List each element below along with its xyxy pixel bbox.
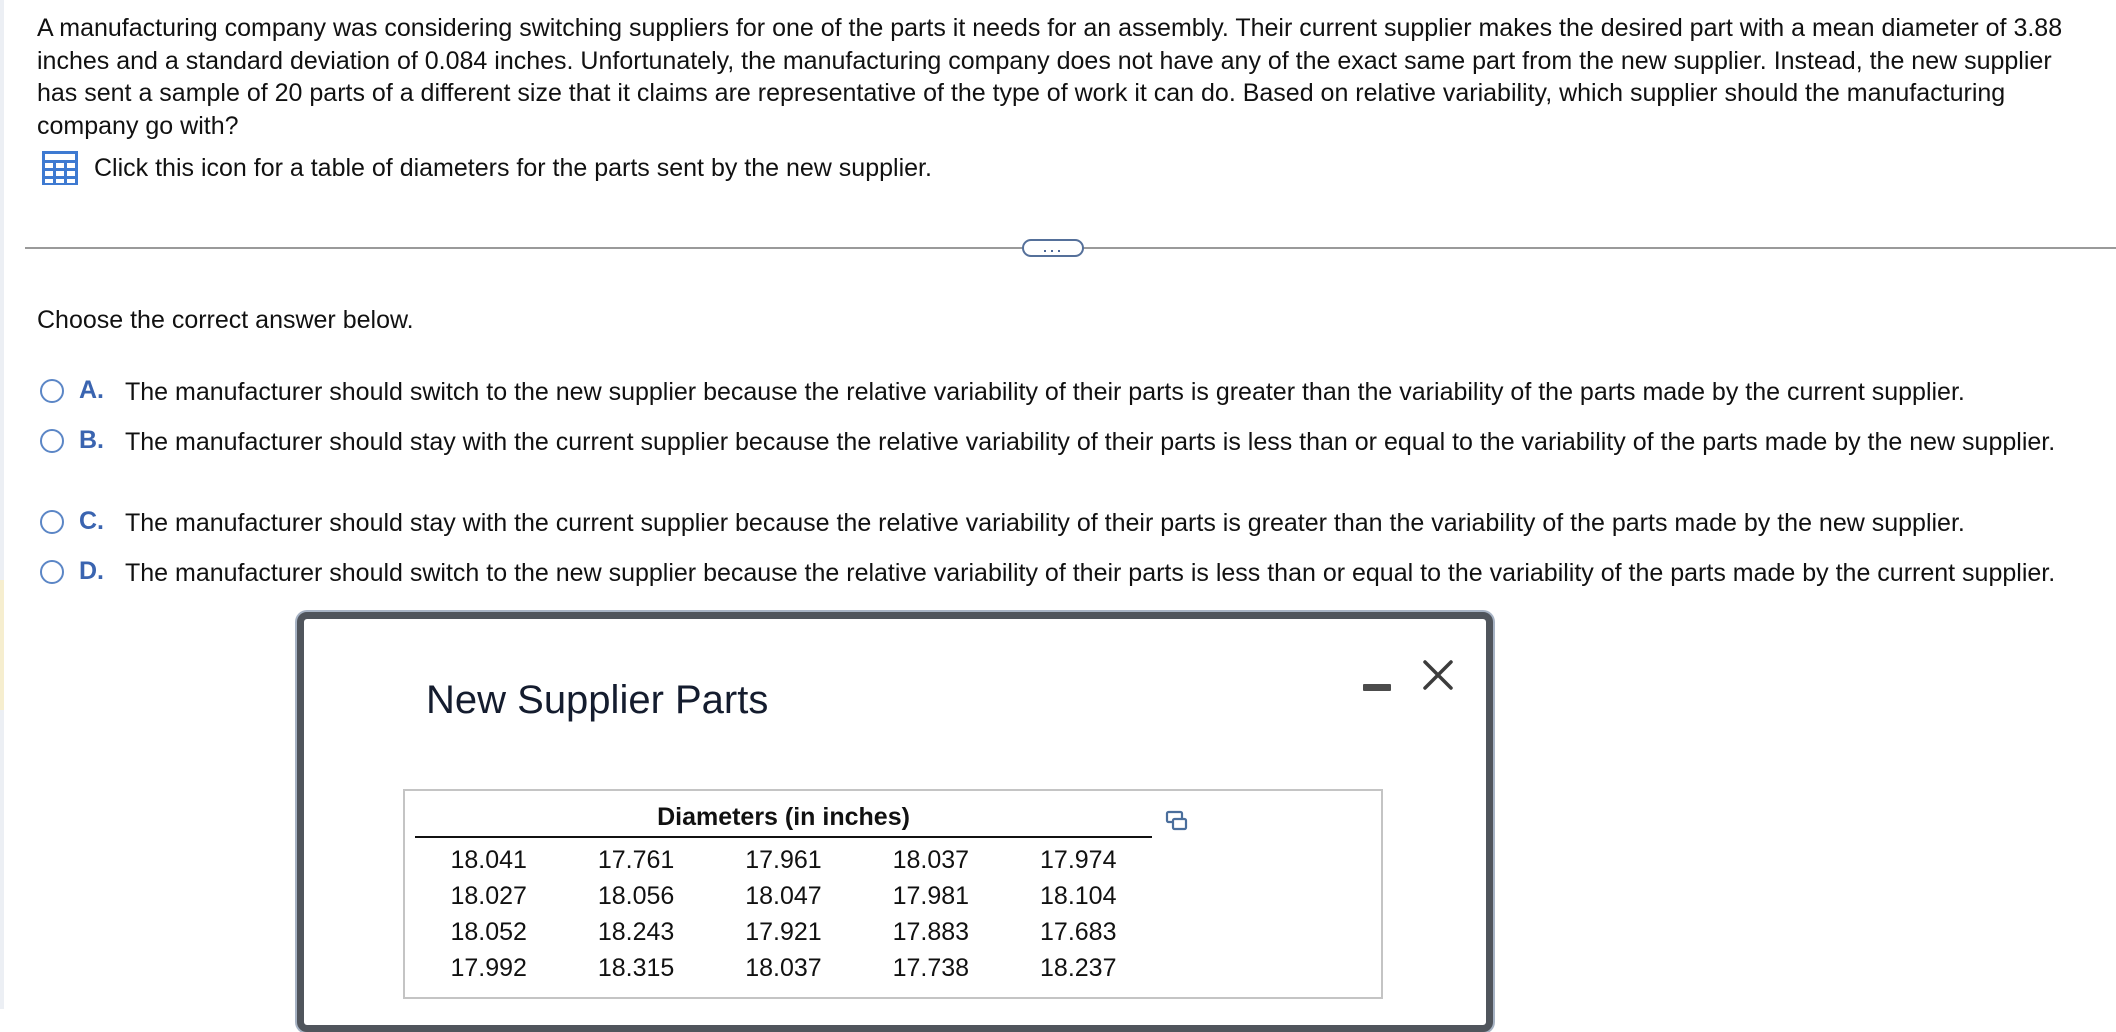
close-icon[interactable] <box>1421 658 1455 692</box>
table-cell: 18.037 <box>892 845 970 874</box>
table-cell: 18.027 <box>450 881 527 910</box>
diameter-table <box>415 842 1152 986</box>
table-cell: 17.883 <box>892 917 970 946</box>
left-edge-accent <box>0 580 4 710</box>
table-cell: 17.738 <box>892 953 970 982</box>
table-cell: 17.761 <box>597 845 675 874</box>
table-cell: 17.981 <box>892 881 970 910</box>
table-cell: 18.052 <box>450 917 527 946</box>
table-row <box>415 878 1152 914</box>
copy-button[interactable] <box>1165 809 1189 833</box>
close-button[interactable] <box>1421 658 1455 692</box>
option-d-text[interactable]: The manufacturer should switch to the new supplier because the relative variability of their parts is less than or equal to the variability of the parts made by the current supplier. <box>125 559 2056 587</box>
table-header: Diameters (in inches) <box>415 803 1152 838</box>
table-grid-icon[interactable] <box>42 151 78 185</box>
option-b-text[interactable]: The manufacturer should stay with the current supplier because the relative variability of their parts is less than or equal to the variability of the parts made by the new supplier. <box>125 428 2056 456</box>
diameter-table-panel <box>403 789 1383 999</box>
option-b-letter: B. <box>79 426 104 454</box>
new-supplier-dialog <box>297 612 1493 1032</box>
table-cell: 17.683 <box>1040 917 1117 946</box>
table-cell: 17.992 <box>450 953 527 982</box>
option-b-radio[interactable] <box>40 429 64 453</box>
table-link-text[interactable]: Click this icon for a table of diameters for the parts sent by the new supplier. <box>94 153 932 182</box>
table-cell: 18.037 <box>745 953 822 982</box>
answer-prompt: Choose the correct answer below. <box>37 306 414 334</box>
option-d-radio[interactable] <box>40 560 64 584</box>
table-cell: 18.315 <box>597 953 675 982</box>
table-cell: 18.056 <box>597 881 675 910</box>
left-edge-rule <box>0 0 4 1009</box>
table-link[interactable] <box>42 150 932 186</box>
table-cell: 18.237 <box>1040 953 1117 982</box>
table-cell: 18.243 <box>597 917 675 946</box>
table-row <box>415 842 1152 878</box>
option-d-letter: D. <box>79 557 104 585</box>
table-row <box>415 950 1152 986</box>
minimize-button[interactable] <box>1363 671 1391 699</box>
table-cell: 18.047 <box>745 881 822 910</box>
table-cell: 18.104 <box>1040 881 1117 910</box>
option-c-letter: C. <box>79 507 104 535</box>
option-c-radio[interactable] <box>40 510 64 534</box>
table-cell: 18.041 <box>450 845 527 874</box>
dialog-title: New Supplier Parts <box>426 678 769 722</box>
table-cell: 17.974 <box>1040 845 1117 874</box>
table-row <box>415 914 1152 950</box>
table-cell: 17.921 <box>745 917 822 946</box>
expand-button[interactable]: ... <box>1022 239 1084 257</box>
copy-icon[interactable] <box>1165 809 1189 833</box>
option-a-letter: A. <box>79 376 104 404</box>
question-text: A manufacturing company was considering switching suppliers for one of the parts it needs for an assembly. Their current supplier makes the desired part with a mean diameter of 3.88 inches and a standard deviation of 0.084 inches. Unfortunately, the manufacturing company does not have any of the exact same part from the new supplier. Instead, the new supplier has sent a sample of 20 parts of a different size that it claims are representative of the type of work it can do. Based on relative variability, which supplier should the manufacturing company go with? <box>37 14 2063 140</box>
option-a-radio[interactable] <box>40 379 64 403</box>
table-cell: 17.961 <box>745 845 822 874</box>
minimize-icon[interactable] <box>1363 684 1391 691</box>
option-a-text[interactable]: The manufacturer should switch to the new supplier because the relative variability of their parts is greater than the variability of the parts made by the current supplier. <box>125 378 1965 406</box>
option-c-text[interactable]: The manufacturer should stay with the current supplier because the relative variability of their parts is greater than the variability of the parts made by the new supplier. <box>125 509 1965 537</box>
